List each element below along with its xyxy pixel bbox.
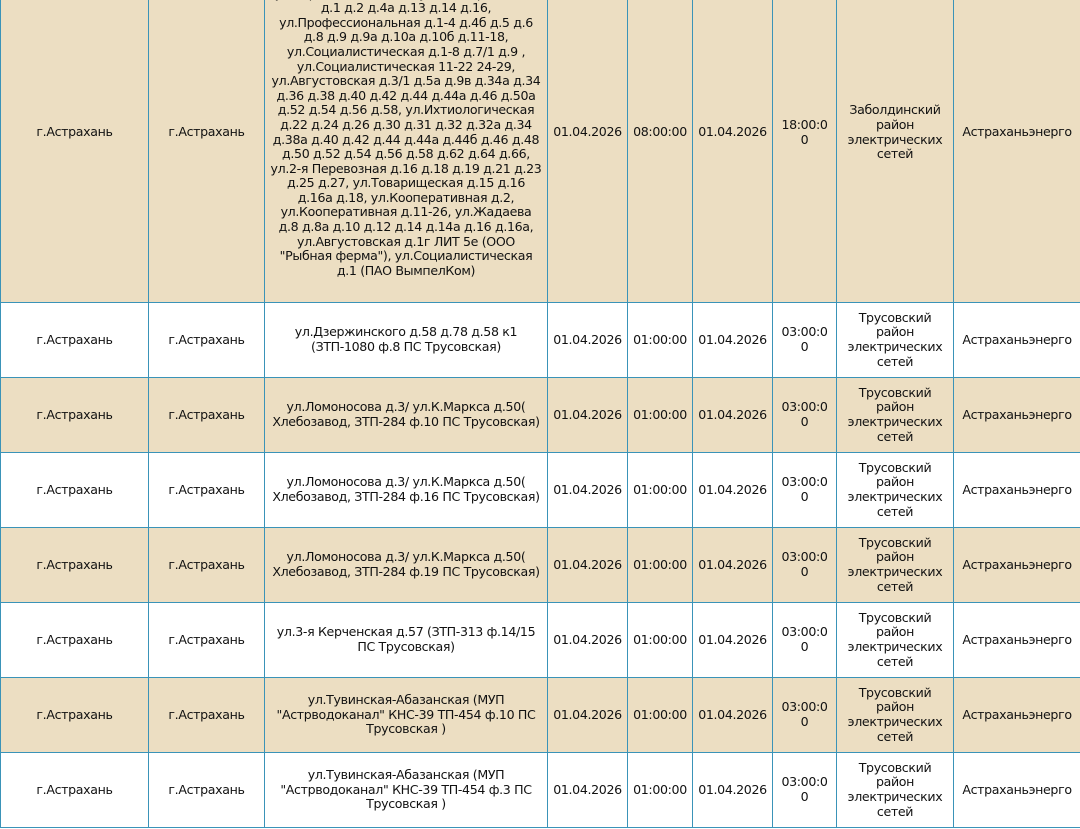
end-time-cell: 03:00:00 xyxy=(773,528,837,603)
company-cell: Астраханьэнерго xyxy=(954,378,1080,453)
table-row xyxy=(1,753,1080,828)
end-date-cell: 01.04.2026 xyxy=(693,378,773,453)
address-cell: ул.3-я Керченская д.57 (ЗТП-313 ф.14/15 ПС Трусовская) xyxy=(265,603,548,678)
district-cell: Трусовский район электрических сетей xyxy=(837,603,954,678)
start-time-cell: 01:00:00 xyxy=(628,678,693,753)
start-date-cell: 01.04.2026 xyxy=(548,0,628,303)
table-row xyxy=(1,453,1080,528)
company-cell: Астраханьэнерго xyxy=(954,753,1080,828)
end-time-cell: 03:00:00 xyxy=(773,453,837,528)
address-cell: ул.Ломоносова д.3/ ул.К.Маркса д.50( Хлебозавод, ЗТП-284 ф.19 ПС Трусовская) xyxy=(265,528,548,603)
locality-cell: г.Астрахань xyxy=(149,453,265,528)
region-cell: г.Астрахань xyxy=(1,678,149,753)
district-cell: Заболдинский район электрических сетей xyxy=(837,0,954,303)
region-cell: г.Астрахань xyxy=(1,0,149,303)
end-time-cell: 03:00:00 xyxy=(773,603,837,678)
end-date-cell: 01.04.2026 xyxy=(693,528,773,603)
company-cell: Астраханьэнерго xyxy=(954,303,1080,378)
district-cell: Трусовский район электрических сетей xyxy=(837,453,954,528)
end-time-cell: 03:00:00 xyxy=(773,678,837,753)
start-time-cell: 01:00:00 xyxy=(628,303,693,378)
table-row xyxy=(1,528,1080,603)
end-date-cell: 01.04.2026 xyxy=(693,303,773,378)
end-time-cell: 18:00:00 xyxy=(773,0,837,303)
start-date-cell: 01.04.2026 xyxy=(548,753,628,828)
start-date-cell: 01.04.2026 xyxy=(548,303,628,378)
start-time-cell: 01:00:00 xyxy=(628,378,693,453)
company-cell: Астраханьэнерго xyxy=(954,603,1080,678)
locality-cell: г.Астрахань xyxy=(149,753,265,828)
start-time-cell: 01:00:00 xyxy=(628,753,693,828)
start-date-cell: 01.04.2026 xyxy=(548,453,628,528)
end-time-cell: 03:00:00 xyxy=(773,378,837,453)
end-date-cell: 01.04.2026 xyxy=(693,678,773,753)
locality-cell: г.Астрахань xyxy=(149,303,265,378)
district-cell: Трусовский район электрических сетей xyxy=(837,378,954,453)
table-row xyxy=(1,378,1080,453)
region-cell: г.Астрахань xyxy=(1,603,149,678)
end-time-cell: 03:00:00 xyxy=(773,753,837,828)
locality-cell: г.Астрахань xyxy=(149,528,265,603)
locality-cell: г.Астрахань xyxy=(149,0,265,303)
district-cell: Трусовский район электрических сетей xyxy=(837,678,954,753)
start-time-cell: 08:00:00 xyxy=(628,0,693,303)
locality-cell: г.Астрахань xyxy=(149,678,265,753)
start-time-cell: 01:00:00 xyxy=(628,528,693,603)
table-row xyxy=(1,678,1080,753)
district-cell: Трусовский район электрических сетей xyxy=(837,303,954,378)
start-time-cell: 01:00:00 xyxy=(628,453,693,528)
start-date-cell: 01.04.2026 xyxy=(548,378,628,453)
address-cell: д.1 д.2 д.4а д.13 д.14 д.16, ул.Профессиональная д.1-4 д.4б д.5 д.6 д.8 д.9 д.9а д.10а д.10б д.11-18, ул.Социалистическая д.1-8 д.7/1 д.9 , ул.Социалистическая 11-22 24-29, ул.Августовская д.3/1 д.5а д.9в д.34а д.34 д.36 д.38 д.40 д.42 д.44 д.44а д.46 д.50а д.52 д.54 д.56 д.58, ул.Ихтиологическая д.22 д.24 д.26 д.30 д.31 д.32 д.32а д.34 д.38а д.40 д.42 д.44 д.44а д.44б д.46 д.48 д.50 д.52 д.54 д.56 д.58 д.62 д.64 д.66, ул.2-я Перевозная д.16 д.18 д.19 д.21 д.23 д.25 д.27, ул.Товарищеская д.15 д.16 д.16а д.18, ул.Кооперативная д.2, ул.Кооперативная д.11-26, ул.Жадаева д.8 д.8а д.10 д.12 д.14 д.14а д.16 д.16а, ул.Августовская д.1г ЛИТ 5е (ООО "Рыбная ферма"), ул.Социалистическая д.1 (ПАО ВымпелКом) xyxy=(265,0,548,303)
locality-cell: г.Астрахань xyxy=(149,378,265,453)
end-date-cell: 01.04.2026 xyxy=(693,603,773,678)
table-row xyxy=(1,303,1080,378)
end-date-cell: 01.04.2026 xyxy=(693,0,773,303)
district-cell: Трусовский район электрических сетей xyxy=(837,753,954,828)
start-date-cell: 01.04.2026 xyxy=(548,678,628,753)
start-date-cell: 01.04.2026 xyxy=(548,528,628,603)
end-date-cell: 01.04.2026 xyxy=(693,753,773,828)
start-time-cell: 01:00:00 xyxy=(628,603,693,678)
table-row xyxy=(1,0,1080,303)
company-cell: Астраханьэнерго xyxy=(954,453,1080,528)
company-cell: Астраханьэнерго xyxy=(954,528,1080,603)
address-cell: ул.Ломоносова д.3/ ул.К.Маркса д.50( Хлебозавод, ЗТП-284 ф.10 ПС Трусовская) xyxy=(265,378,548,453)
address-cell: ул.Дзержинского д.58 д.78 д.58 к1 (ЗТП-1080 ф.8 ПС Трусовская) xyxy=(265,303,548,378)
region-cell: г.Астрахань xyxy=(1,303,149,378)
district-cell: Трусовский район электрических сетей xyxy=(837,528,954,603)
region-cell: г.Астрахань xyxy=(1,453,149,528)
address-cell: ул.Тувинская-Абазанская (МУП "Астрводоканал" КНС-39 ТП-454 ф.3 ПС Трусовская ) xyxy=(265,753,548,828)
table-row xyxy=(1,603,1080,678)
end-date-cell: 01.04.2026 xyxy=(693,453,773,528)
company-cell: Астраханьэнерго xyxy=(954,678,1080,753)
region-cell: г.Астрахань xyxy=(1,753,149,828)
company-cell: Астраханьэнерго xyxy=(954,0,1080,303)
start-date-cell: 01.04.2026 xyxy=(548,603,628,678)
address-cell: ул.Тувинская-Абазанская (МУП "Астрводоканал" КНС-39 ТП-454 ф.10 ПС Трусовская ) xyxy=(265,678,548,753)
region-cell: г.Астрахань xyxy=(1,378,149,453)
end-time-cell: 03:00:00 xyxy=(773,303,837,378)
locality-cell: г.Астрахань xyxy=(149,603,265,678)
address-cell: ул.Ломоносова д.3/ ул.К.Маркса д.50( Хлебозавод, ЗТП-284 ф.16 ПС Трусовская) xyxy=(265,453,548,528)
region-cell: г.Астрахань xyxy=(1,528,149,603)
